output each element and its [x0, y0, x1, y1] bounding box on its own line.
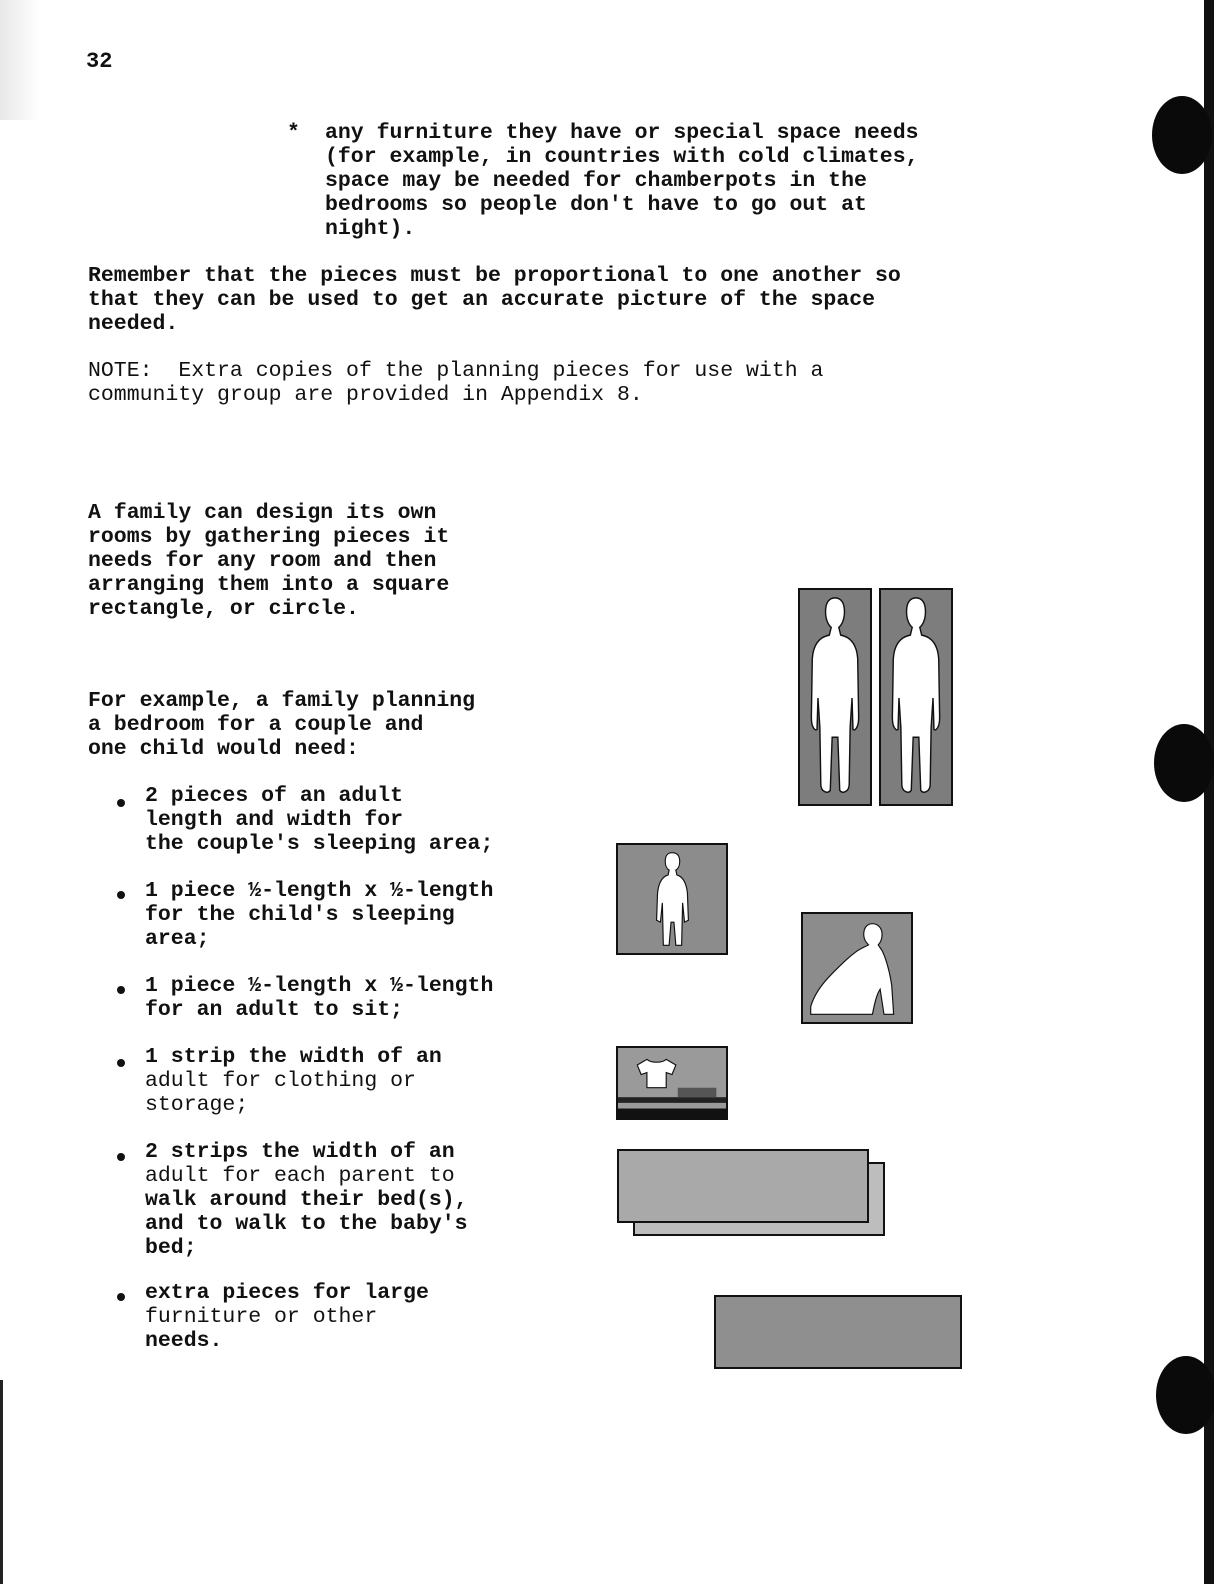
text-line: night). — [325, 217, 416, 241]
text-line: needs for any room and then — [88, 549, 437, 573]
text-line: (for example, in countries with cold climates, — [325, 145, 919, 169]
text-line: space may be needed for chamberpots in the — [325, 169, 867, 193]
text-line: bed; — [145, 1236, 197, 1260]
requirements-item — [145, 1045, 442, 1117]
text-line: adult for clothing or — [145, 1069, 416, 1093]
text-line: NOTE: Extra copies of the planning pieces for use with a — [88, 359, 824, 383]
text-line: 1 piece ½-length x ½-length — [145, 879, 494, 903]
asterisk-marker: * — [287, 121, 300, 145]
text-line: community group are provided in Appendix 8. — [88, 383, 643, 407]
text-line: Remember that the pieces must be proportional to one another so — [88, 264, 901, 288]
text-line: and to walk to the baby's — [145, 1212, 468, 1236]
text-line: storage; — [145, 1093, 249, 1117]
binder-hole — [1152, 96, 1212, 174]
text-line: 2 strips the width of an — [145, 1140, 455, 1164]
requirements-item — [145, 1140, 468, 1260]
text-line: that they can be used to get an accurate picture of the space — [88, 288, 876, 312]
bullet-dot — [117, 799, 125, 807]
example-paragraph — [88, 689, 475, 761]
text-line: for an adult to sit; — [145, 998, 404, 1022]
page-number: 32 — [86, 49, 113, 74]
text-line: the couple's sleeping area; — [145, 832, 494, 856]
intro-paragraph — [88, 501, 449, 621]
text-line: bedrooms so people don't have to go out at — [325, 193, 867, 217]
text-line: For example, a family planning — [88, 689, 476, 713]
binder-hole — [1154, 724, 1214, 802]
text-line: walk around their bed(s), — [145, 1188, 468, 1212]
text-line: needed. — [88, 312, 179, 336]
seated-adult-figure-icon — [801, 912, 913, 1024]
remember-paragraph — [88, 264, 901, 336]
binder-hole — [1156, 1356, 1214, 1434]
text-line: adult for each parent to — [145, 1164, 455, 1188]
text-line: furniture or other — [145, 1305, 378, 1329]
text-line: arranging them into a square — [88, 573, 450, 597]
text-line: a bedroom for a couple and — [88, 713, 424, 737]
text-line: extra pieces for large — [145, 1281, 429, 1305]
clothing-storage-icon — [616, 1046, 728, 1120]
walkway-strip-icon — [617, 1149, 869, 1223]
requirements-item — [145, 974, 493, 1022]
text-line: needs. — [145, 1329, 223, 1353]
top-bullet-text — [325, 121, 919, 241]
bullet-dot — [117, 1059, 125, 1067]
text-line: for the child's sleeping — [145, 903, 455, 927]
bullet-dot — [117, 1153, 125, 1161]
text-line: rooms by gathering pieces it — [88, 525, 450, 549]
bullet-dot — [117, 986, 125, 994]
requirements-item — [145, 879, 493, 951]
adult-standing-figure-icon — [879, 588, 953, 806]
text-line: 1 piece ½-length x ½-length — [145, 974, 494, 998]
scan-shadow — [0, 0, 40, 120]
text-line: length and width for — [145, 808, 404, 832]
text-line: area; — [145, 927, 210, 951]
child-figure-icon — [616, 843, 728, 955]
text-line: 1 strip the width of an — [145, 1045, 442, 1069]
text-line: 2 pieces of an adult — [145, 784, 404, 808]
page-edge-bar-left — [0, 1380, 3, 1584]
note-paragraph — [88, 359, 823, 407]
furniture-strip-icon — [714, 1295, 962, 1369]
bullet-dot — [117, 1293, 125, 1301]
text-line: rectangle, or circle. — [88, 597, 359, 621]
requirements-item — [145, 784, 493, 856]
page-edge-bar — [1204, 0, 1214, 1584]
bullet-dot — [117, 891, 125, 899]
adult-standing-figure-icon — [798, 588, 872, 806]
text-line: one child would need: — [88, 737, 359, 761]
text-line: any furniture they have or special space needs — [325, 121, 919, 145]
requirements-item — [145, 1281, 429, 1353]
text-line: A family can design its own — [88, 501, 437, 525]
